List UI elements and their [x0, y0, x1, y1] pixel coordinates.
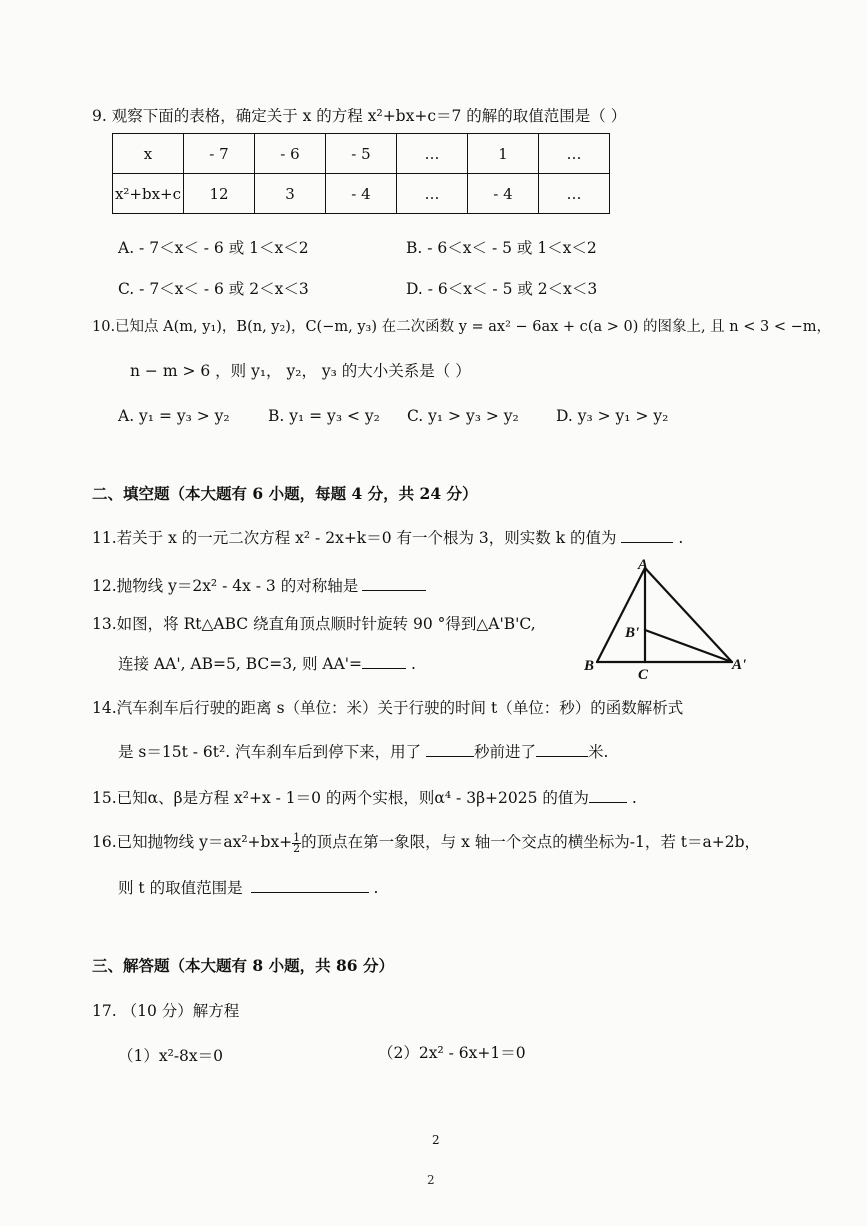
q15: [92, 788, 637, 808]
answer-blank: [589, 788, 627, 803]
label-b: B: [584, 658, 595, 674]
q15-text: 15.已知α、β是方程 x²+x - 1＝0 的两个实根，则α⁴ - 3β+2025 的值为: [92, 789, 589, 807]
q16-line2-text: 则 t 的取值范围是: [118, 879, 243, 897]
q16-line1: [92, 832, 760, 854]
q15-period: .: [626, 789, 637, 807]
table-cell: - 5: [326, 134, 397, 174]
label-c: C: [638, 667, 649, 682]
q17-part1: （1）x²-8x＝0: [118, 1047, 224, 1065]
q9-value-table: [112, 133, 610, 214]
q9-option-a: A. - 7＜x＜ - 6 或 1＜x＜2: [118, 239, 309, 257]
q16-text-b: 的顶点在第一象限，与 x 轴一个交点的横坐标为-1，若 t＝a+2b，: [301, 833, 761, 851]
q10-line1: 10.已知点 A(m, y₁)，B(n, y₂)，C(−m, y₃) 在二次函数 y = ax² − 6ax + c(a > 0) 的图象上, 且 n < 3 < −m，: [92, 319, 831, 335]
table-cell: x: [113, 134, 184, 174]
q14-line2-text-a: 是 s＝15t - 6t². 汽车刹车后到停下来，用了: [118, 743, 427, 761]
q14-line1: 14.汽车刹车后行驶的距离 s（单位：米）关于行驶的时间 t（单位：秒）的函数解析式: [92, 699, 684, 717]
label-a: A: [638, 557, 649, 573]
page-number: 2: [432, 1133, 440, 1147]
q16-period: .: [368, 879, 379, 897]
table-cell: …: [539, 174, 610, 214]
q13-line1: 13.如图，将 Rt△ABC 绕直角顶点顺时针旋转 90 °得到△A'B'C,: [92, 615, 536, 633]
answer-blank: [362, 654, 406, 669]
answer-blank: [251, 878, 369, 893]
table-cell: …: [397, 174, 468, 214]
q10-option-d: D. y₃ > y₁ > y₂: [556, 407, 669, 425]
answer-blank: [536, 742, 588, 757]
section-2-heading: 二、填空题（本大题有 6 小题，每题 4 分，共 24 分）: [92, 484, 478, 503]
fraction-one-half: [292, 830, 301, 855]
table-cell: 3: [255, 174, 326, 214]
label-b-prime: B': [625, 625, 640, 641]
q13-period: .: [406, 655, 416, 673]
table-cell: - 7: [184, 134, 255, 174]
table-cell: 12: [184, 174, 255, 214]
answer-blank: [426, 742, 474, 757]
answer-blank: [362, 576, 426, 591]
q11-text: 11.若关于 x 的一元二次方程 x² - 2x+k＝0 有一个根为 3，则实数 k 的值为: [92, 529, 622, 547]
q10-line2: n − m > 6 ，则 y₁， y₂， y₃ 的大小关系是（ ）: [130, 362, 471, 380]
table-cell: …: [539, 134, 610, 174]
table-cell: 1: [468, 134, 539, 174]
section-3-heading: 三、解答题（本大题有 8 小题，共 86 分）: [92, 956, 394, 975]
table-row: [113, 174, 610, 214]
segment-ab: [597, 568, 645, 662]
q10-option-b: B. y₁ = y₃ < y₂: [268, 407, 380, 425]
table-cell: x²+bx+c: [113, 174, 184, 214]
q14-line2-text-b: 秒前进了: [474, 743, 537, 761]
q9-option-c: C. - 7＜x＜ - 6 或 2＜x＜3: [118, 280, 309, 298]
q14-line2-text-c: 米.: [588, 743, 609, 761]
segment-aa2: [645, 568, 732, 662]
q10-option-c: C. y₁ > y₃ > y₂: [407, 407, 519, 425]
table-cell: …: [397, 134, 468, 174]
q12-text: 12.抛物线 y＝2x² - 4x - 3 的对称轴是: [92, 577, 359, 595]
table-cell: - 4: [326, 174, 397, 214]
q11: [92, 528, 683, 548]
q13-triangle-figure: [580, 556, 780, 682]
fraction-denominator: 2: [293, 841, 301, 855]
q9-option-b: B. - 6＜x＜ - 5 或 1＜x＜2: [406, 239, 597, 257]
page-number-footer: 2: [427, 1173, 435, 1187]
table-row: [113, 134, 610, 174]
q12: [92, 576, 426, 596]
q10-option-a: A. y₁ = y₃ > y₂: [118, 407, 230, 425]
label-a-prime: A': [732, 657, 747, 673]
q16-line2: [118, 878, 378, 898]
q14-line2: [118, 742, 608, 762]
q9-option-d: D. - 6＜x＜ - 5 或 2＜x＜3: [406, 280, 598, 298]
segment-b2a2: [645, 630, 732, 662]
fraction-numerator: 1: [293, 830, 301, 844]
q9-stem: 9. 观察下面的表格，确定关于 x 的方程 x²+bx+c＝7 的解的取值范围是（ ）: [92, 107, 627, 125]
q17-title: 17. （10 分）解方程: [92, 1002, 240, 1020]
answer-blank: [621, 528, 673, 543]
table-cell: - 6: [255, 134, 326, 174]
table-cell: - 4: [468, 174, 539, 214]
q17-part2: （2）2x² - 6x+1＝0: [378, 1044, 526, 1062]
q16-text-a: 16.已知抛物线 y＝ax²+bx+: [92, 833, 293, 851]
q13-line2: [118, 654, 416, 674]
q11-period: .: [673, 529, 684, 547]
q13-line2-text: 连接 AA', AB=5, BC=3, 则 AA'=: [118, 655, 363, 673]
